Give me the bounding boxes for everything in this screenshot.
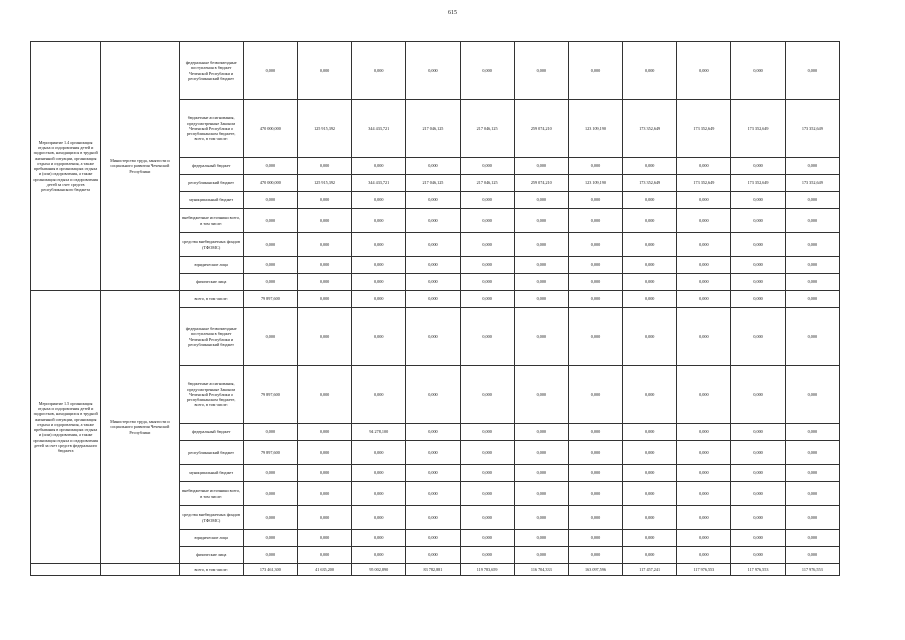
value-cell: 0,000 [460,547,514,564]
value-cell: 0,000 [677,209,731,233]
value-cell: 0,000 [623,506,677,530]
value-cell: 0,000 [460,42,514,100]
value-cell: 0,000 [460,209,514,233]
value-cell: 0,000 [460,506,514,530]
value-cell: 0,000 [731,257,785,274]
value-cell: 0,000 [568,291,622,308]
value-cell: 0,000 [297,308,351,366]
value-cell: 0,000 [568,209,622,233]
value-cell: 0,000 [243,308,297,366]
value-cell: 217 046,125 [406,100,460,158]
value-cell: 173 352,649 [731,175,785,192]
value-cell: 0,000 [514,424,568,441]
value-cell: 0,000 [352,441,406,465]
value-cell: 163 097,596 [568,564,622,576]
value-cell: 0,000 [514,482,568,506]
page-number: 615 [448,10,457,16]
value-cell: 0,000 [514,192,568,209]
value-cell: 0,000 [460,366,514,424]
value-cell: 470 000,000 [243,100,297,158]
value-cell: 0,000 [514,530,568,547]
value-cell: 0,000 [785,441,839,465]
value-cell: 0,000 [731,233,785,257]
funding-source-cell: всего, в том числе: [179,291,243,308]
value-cell: 0,000 [406,192,460,209]
value-cell: 0,000 [514,42,568,100]
value-cell: 0,000 [623,547,677,564]
value-cell: 0,000 [677,441,731,465]
value-cell: 94 278,100 [352,424,406,441]
value-cell: 0,000 [243,158,297,175]
value-cell: 0,000 [677,530,731,547]
value-cell: 0,000 [677,257,731,274]
value-cell: 0,000 [352,465,406,482]
executor-cell: Министерство труда, занятости и социального развития Чеченской Республики [101,42,179,291]
value-cell: 0,000 [623,209,677,233]
value-cell: 0,000 [406,441,460,465]
value-cell: 0,000 [785,530,839,547]
value-cell: 0,000 [677,465,731,482]
value-cell: 0,000 [623,441,677,465]
funding-source-cell: средства внебюджетных фондов (ТФОМС) [179,233,243,257]
value-cell: 0,000 [297,209,351,233]
value-cell: 0,000 [731,547,785,564]
value-cell: 0,000 [623,366,677,424]
value-cell: 0,000 [677,547,731,564]
value-cell: 0,000 [731,308,785,366]
value-cell: 0,000 [352,257,406,274]
funding-source-cell: физические лица [179,274,243,291]
value-cell: 0,000 [243,209,297,233]
value-cell: 0,000 [677,158,731,175]
value-cell: 0,000 [731,192,785,209]
blank-cell [101,564,179,576]
budget-table [30,41,840,576]
value-cell: 0,000 [623,274,677,291]
funding-source-cell: средства внебюджетных фондов (ТФОМС) [179,506,243,530]
value-cell: 0,000 [297,424,351,441]
value-cell: 0,000 [297,233,351,257]
value-cell: 0,000 [731,42,785,100]
value-cell: 0,000 [785,482,839,506]
value-cell: 0,000 [460,158,514,175]
value-cell: 0,000 [514,441,568,465]
value-cell: 0,000 [352,291,406,308]
value-cell: 0,000 [731,424,785,441]
value-cell: 0,000 [623,530,677,547]
value-cell: 0,000 [785,291,839,308]
value-cell: 0,000 [406,233,460,257]
value-cell: 0,000 [297,257,351,274]
funding-source-cell: бюджетные ассигнования, предусмотренные Законом Чеченской Республики о республиканском бюджете, всего, в том числе: [179,100,243,158]
value-cell: 79 897,600 [243,291,297,308]
value-cell: 0,000 [514,291,568,308]
value-cell: 0,000 [297,547,351,564]
value-cell: 0,000 [785,158,839,175]
value-cell: 41 635,200 [297,564,351,576]
value-cell: 117 976,553 [731,564,785,576]
value-cell: 0,000 [406,547,460,564]
value-cell: 0,000 [568,233,622,257]
funding-source-cell: физические лица [179,547,243,564]
value-cell: 0,000 [406,506,460,530]
value-cell: 0,000 [460,291,514,308]
value-cell: 0,000 [623,42,677,100]
value-cell: 0,000 [623,257,677,274]
value-cell: 0,000 [568,482,622,506]
value-cell: 0,000 [406,308,460,366]
value-cell: 173 352,649 [785,100,839,158]
value-cell: 0,000 [785,366,839,424]
value-cell: 0,000 [568,308,622,366]
value-cell: 0,000 [785,257,839,274]
value-cell: 0,000 [243,257,297,274]
value-cell: 217 046,125 [460,100,514,158]
value-cell: 0,000 [623,158,677,175]
value-cell: 0,000 [785,424,839,441]
value-cell: 344 433,721 [352,175,406,192]
value-cell: 0,000 [785,547,839,564]
value-cell: 0,000 [514,158,568,175]
value-cell: 0,000 [352,530,406,547]
value-cell: 0,000 [568,530,622,547]
measure-cell: Мероприятие 1.5 организация отдыха и оздоровления детей и подростков, находящихся в трудной жизненной ситуации, организация отдыха и оздоровления, а также пребывания в организациях отдыха и (или) оздоровления, а также организация отдыха и оздоровления детей за счет средств федерального бюджета [31,291,101,564]
value-cell: 173 352,649 [623,100,677,158]
value-cell: 123 109,190 [568,100,622,158]
value-cell: 0,000 [623,308,677,366]
value-cell: 125 915,392 [297,100,351,158]
value-cell: 0,000 [297,482,351,506]
value-cell: 0,000 [677,506,731,530]
value-cell: 0,000 [297,465,351,482]
value-cell: 0,000 [352,482,406,506]
value-cell: 0,000 [514,209,568,233]
value-cell: 0,000 [460,233,514,257]
value-cell: 0,000 [352,192,406,209]
value-cell: 0,000 [243,233,297,257]
total-row [31,564,840,576]
value-cell: 0,000 [460,441,514,465]
value-cell: 0,000 [352,209,406,233]
funding-source-cell: внебюджетные источники всего, в том числе: [179,482,243,506]
value-cell: 0,000 [677,366,731,424]
value-cell: 123 109,190 [568,175,622,192]
value-cell: 0,000 [352,547,406,564]
value-cell: 0,000 [460,308,514,366]
value-cell: 0,000 [731,274,785,291]
value-cell: 0,000 [514,233,568,257]
value-cell: 259 074,210 [514,175,568,192]
value-cell: 0,000 [297,42,351,100]
value-cell: 125 915,392 [297,175,351,192]
value-cell: 0,000 [406,465,460,482]
value-cell: 0,000 [352,506,406,530]
value-cell: 117 457,241 [623,564,677,576]
value-cell: 173 352,649 [623,175,677,192]
value-cell: 0,000 [352,42,406,100]
value-cell: 0,000 [460,192,514,209]
value-cell: 0,000 [352,233,406,257]
value-cell: 0,000 [785,42,839,100]
value-cell: 173 352,649 [677,100,731,158]
funding-source-cell: федеральный бюджет [179,424,243,441]
value-cell: 0,000 [623,192,677,209]
value-cell: 0,000 [568,465,622,482]
value-cell: 0,000 [406,209,460,233]
value-cell: 0,000 [406,274,460,291]
value-cell: 0,000 [406,42,460,100]
value-cell: 0,000 [514,308,568,366]
funding-source-cell: юридические лица [179,257,243,274]
value-cell: 0,000 [243,547,297,564]
value-cell: 0,000 [785,274,839,291]
table-row [31,42,840,100]
value-cell: 117 976,553 [677,564,731,576]
executor-cell: Министерство труда, занятости и социального развития Чеченской Республики [101,291,179,564]
value-cell: 0,000 [352,308,406,366]
value-cell: 0,000 [731,209,785,233]
value-cell: 0,000 [406,366,460,424]
value-cell: 0,000 [243,482,297,506]
value-cell: 0,000 [297,506,351,530]
value-cell: 0,000 [460,530,514,547]
value-cell: 0,000 [568,441,622,465]
funding-source-cell: федеральные безвозмездные поступления в бюджет Чеченской Республики и республиканский бюджет [179,42,243,100]
value-cell: 344 433,721 [352,100,406,158]
value-cell: 173 352,649 [785,175,839,192]
value-cell: 0,000 [568,192,622,209]
value-cell: 0,000 [785,506,839,530]
value-cell: 259 074,210 [514,100,568,158]
value-cell: 0,000 [623,482,677,506]
value-cell: 173 352,649 [677,175,731,192]
value-cell: 0,000 [731,158,785,175]
measure-cell: Мероприятие 1.4 организация отдыха и оздоровления детей и подростков, находящихся в трудной жизненной ситуации, организация отдыха и оздоровления, а также пребывания в организациях отдыха и (или) оздоровления, а также организация отдыха и оздоровления детей за счет средств республиканского бюджета [31,42,101,291]
value-cell: 173 461,300 [243,564,297,576]
value-cell: 0,000 [785,308,839,366]
value-cell: 0,000 [297,530,351,547]
value-cell: 0,000 [731,465,785,482]
value-cell: 0,000 [243,192,297,209]
value-cell: 0,000 [514,274,568,291]
value-cell: 0,000 [785,209,839,233]
value-cell: 0,000 [677,42,731,100]
value-cell: 117 976,553 [785,564,839,576]
value-cell: 0,000 [514,257,568,274]
value-cell: 0,000 [731,482,785,506]
value-cell: 83 782,881 [406,564,460,576]
value-cell: 119 783,659 [460,564,514,576]
value-cell: 0,000 [785,233,839,257]
value-cell: 0,000 [731,441,785,465]
value-cell: 0,000 [677,424,731,441]
value-cell: 0,000 [731,366,785,424]
value-cell: 0,000 [406,530,460,547]
funding-source-cell: республиканский бюджет [179,175,243,192]
value-cell: 0,000 [297,192,351,209]
value-cell: 0,000 [731,530,785,547]
value-cell: 0,000 [243,506,297,530]
value-cell: 0,000 [406,158,460,175]
value-cell: 0,000 [568,42,622,100]
value-cell: 0,000 [243,274,297,291]
value-cell: 0,000 [406,424,460,441]
value-cell: 0,000 [785,192,839,209]
value-cell: 0,000 [623,291,677,308]
funding-source-cell: муниципальный бюджет [179,192,243,209]
value-cell: 0,000 [406,291,460,308]
value-cell: 0,000 [514,465,568,482]
value-cell: 0,000 [460,424,514,441]
value-cell: 0,000 [568,424,622,441]
value-cell: 95 002,890 [352,564,406,576]
value-cell: 0,000 [568,506,622,530]
value-cell: 0,000 [568,547,622,564]
funding-source-cell: федеральные безвозмездные поступления в бюджет Чеченской Республики и республиканский бюджет [179,308,243,366]
blank-cell [31,564,101,576]
value-cell: 0,000 [352,158,406,175]
value-cell: 0,000 [460,465,514,482]
value-cell: 0,000 [352,274,406,291]
funding-source-cell: всего, в том числе: [179,564,243,576]
value-cell: 173 352,649 [731,100,785,158]
value-cell: 0,000 [243,465,297,482]
value-cell: 0,000 [352,366,406,424]
value-cell: 0,000 [623,233,677,257]
value-cell: 0,000 [243,42,297,100]
funding-source-cell: юридические лица [179,530,243,547]
value-cell: 217 046,125 [406,175,460,192]
funding-source-cell: бюджетные ассигнования, предусмотренные Законом Чеченской Республики о республиканском бюджете, всего, в том числе: [179,366,243,424]
value-cell: 0,000 [623,465,677,482]
value-cell: 116 704,333 [514,564,568,576]
value-cell: 0,000 [677,308,731,366]
value-cell: 0,000 [297,291,351,308]
value-cell: 0,000 [297,158,351,175]
value-cell: 0,000 [514,366,568,424]
value-cell: 0,000 [677,274,731,291]
value-cell: 217 046,125 [460,175,514,192]
value-cell: 0,000 [514,506,568,530]
funding-source-cell: федеральный бюджет [179,158,243,175]
value-cell: 0,000 [623,424,677,441]
value-cell: 0,000 [677,192,731,209]
value-cell: 0,000 [568,366,622,424]
value-cell: 0,000 [297,441,351,465]
value-cell: 0,000 [243,424,297,441]
value-cell: 0,000 [460,482,514,506]
value-cell: 0,000 [568,274,622,291]
value-cell: 0,000 [297,274,351,291]
value-cell: 0,000 [568,257,622,274]
value-cell: 0,000 [677,291,731,308]
value-cell: 0,000 [406,257,460,274]
funding-source-cell: муниципальный бюджет [179,465,243,482]
value-cell: 0,000 [785,465,839,482]
value-cell: 0,000 [243,530,297,547]
value-cell: 0,000 [406,482,460,506]
table-row [31,291,840,308]
funding-source-cell: внебюджетные источники всего, в том числе: [179,209,243,233]
value-cell: 0,000 [731,291,785,308]
value-cell: 470 000,000 [243,175,297,192]
value-cell: 0,000 [677,233,731,257]
value-cell: 0,000 [677,482,731,506]
value-cell: 79 897,600 [243,366,297,424]
value-cell: 0,000 [460,274,514,291]
value-cell: 0,000 [460,257,514,274]
value-cell: 0,000 [568,158,622,175]
value-cell: 79 897,600 [243,441,297,465]
value-cell: 0,000 [514,547,568,564]
table-body [31,42,840,576]
value-cell: 0,000 [731,506,785,530]
funding-source-cell: республиканский бюджет [179,441,243,465]
value-cell: 0,000 [297,366,351,424]
